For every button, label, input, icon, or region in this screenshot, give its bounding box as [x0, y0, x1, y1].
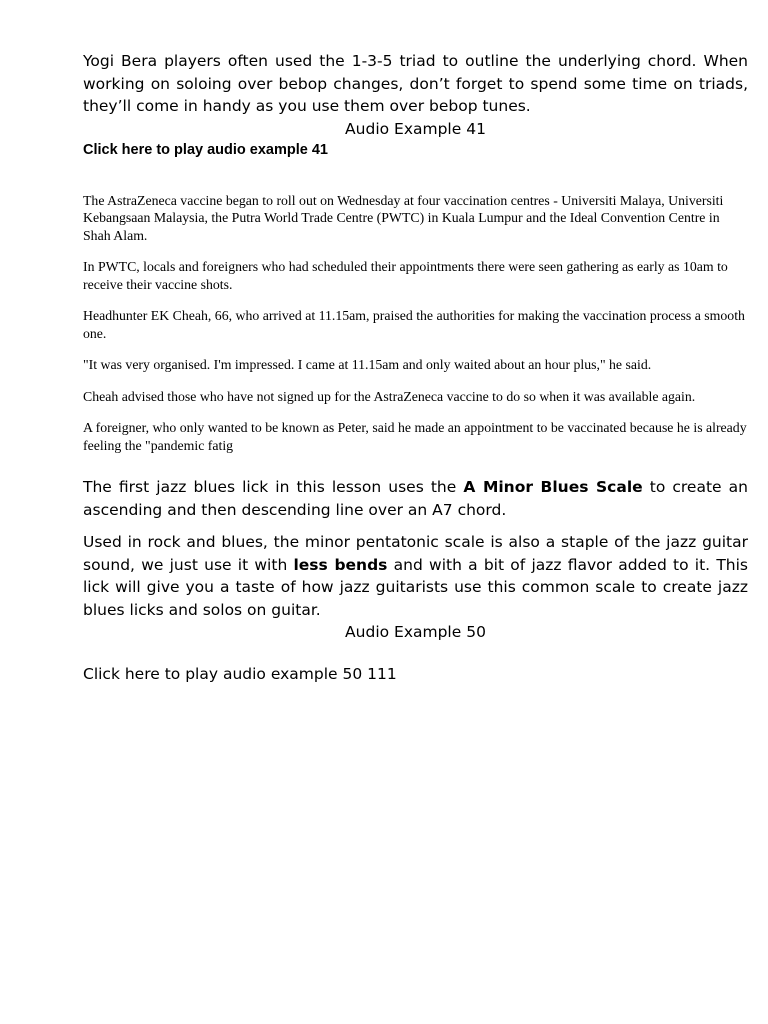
news-paragraph-4: "It was very organised. I'm impressed. I came at 11.15am and only waited about an hour plus," he said. — [83, 357, 652, 372]
blues-lick-text-end: to create an ascending and then descending line over an A7 chord. — [83, 478, 748, 519]
blues-lick-paragraph — [83, 476, 748, 521]
audio-example-50-link[interactable]: Click here to play audio example 50 111 — [83, 665, 397, 683]
audio-example-41-title: Audio Example 41 — [345, 119, 486, 138]
pentatonic-paragraph — [83, 531, 748, 621]
news-paragraph-1: The AstraZeneca vaccine began to roll out on Wednesday at four vaccination centres - Universiti Malaya, Universiti Kebangsaan Malaysia, the Putra World Trade Centre (PWTC) in Kuala Lumpur and the Ideal Convention Centre in Shah Alam. — [83, 192, 724, 243]
pentatonic-text-end: and with a bit of jazz flavor added to it. This lick will give you a taste of how jazz guitarists use this common scale to create jazz blues licks and solos on guitar. — [83, 555, 748, 619]
news-paragraph-5: Cheah advised those who have not signed up for the AstraZeneca vaccine to do so when it was available again. — [83, 388, 696, 404]
news-paragraph-3: Headhunter EK Cheah, 66, who arrived at 11.15am, praised the authorities for making the vaccination process a smooth one. — [83, 308, 745, 341]
intro-paragraph: Yogi Bera players often used the 1-3-5 triad to outline the underlying chord. When working on soloing over bebop changes, don’t forget to spend some time on triads, they’ll come in handy as you use them over bebop tunes. — [83, 52, 748, 115]
pentatonic-text-start: Used in rock and blues, the minor pentatonic scale is also a staple of the jazz guitar sound, we just use it with — [83, 533, 748, 574]
less-bends-emphasis: less bends — [293, 555, 388, 574]
blues-scale-emphasis: A Minor Blues Scale — [463, 478, 643, 496]
news-paragraph-6: A foreigner, who only wanted to be known as Peter, said he made an appointment to be vaccinated because he is already feeling the "pandemic fatig — [83, 420, 747, 453]
audio-example-50-title: Audio Example 50 — [345, 623, 486, 641]
news-article — [83, 192, 748, 455]
news-paragraph-2: In PWTC, locals and foreigners who had scheduled their appointments there were seen gathering as early as 10am to receive their vaccine shots. — [83, 259, 728, 292]
document-page — [83, 50, 748, 685]
audio-example-41-link[interactable]: Click here to play audio example 41 — [83, 141, 328, 158]
blues-lick-text-start: The first jazz blues lick in this lesson uses the — [83, 478, 464, 496]
